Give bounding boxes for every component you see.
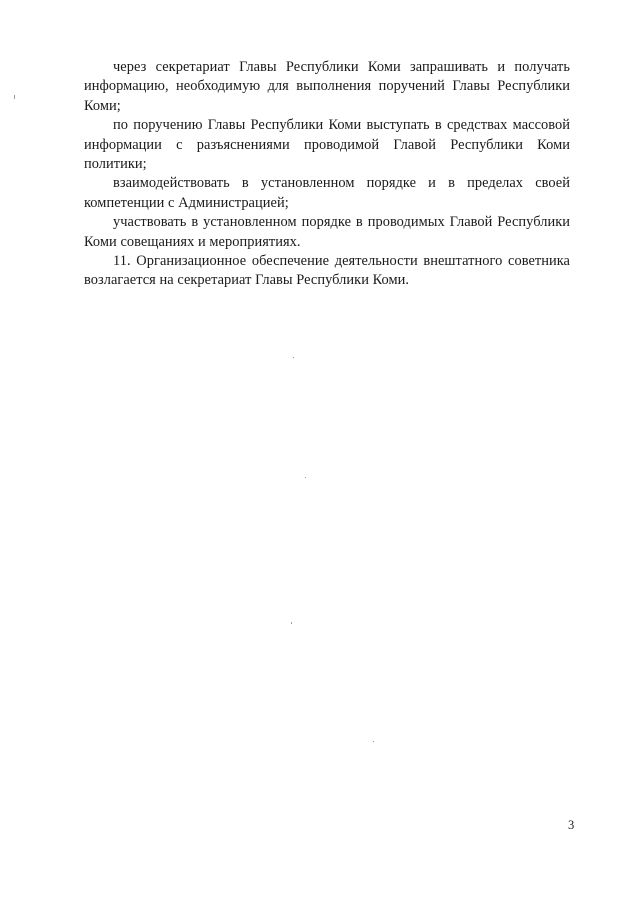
scan-speck xyxy=(291,622,292,624)
scan-speck xyxy=(14,95,15,99)
paragraph-cooperate-administration: взаимодействовать в установленном порядке и в пределах своей компетенции с Администрацией; xyxy=(84,175,570,211)
page-number: 3 xyxy=(568,818,575,832)
paragraph-organizational-support: 11. Организационное обеспечение деятельности внештатного советника возлагается на секретариат Главы Республики Коми. xyxy=(84,253,570,289)
document-body xyxy=(84,58,570,291)
paragraph-participate-meetings: участвовать в установленном порядке в проводимых Главой Республики Коми совещаниях и мероприятиях. xyxy=(84,214,570,250)
scan-speck xyxy=(373,741,374,742)
paragraph-media-statements: по поручению Главы Республики Коми выступать в средствах массовой информации с разъяснениями проводимой Главой Республики Коми политики; xyxy=(84,117,570,173)
scan-speck xyxy=(293,357,294,358)
paragraph-request-information: через секретариат Главы Республики Коми запрашивать и получать информацию, необходимую для выполнения поручений Главы Республики Коми; xyxy=(84,59,570,114)
scan-speck xyxy=(305,477,306,478)
